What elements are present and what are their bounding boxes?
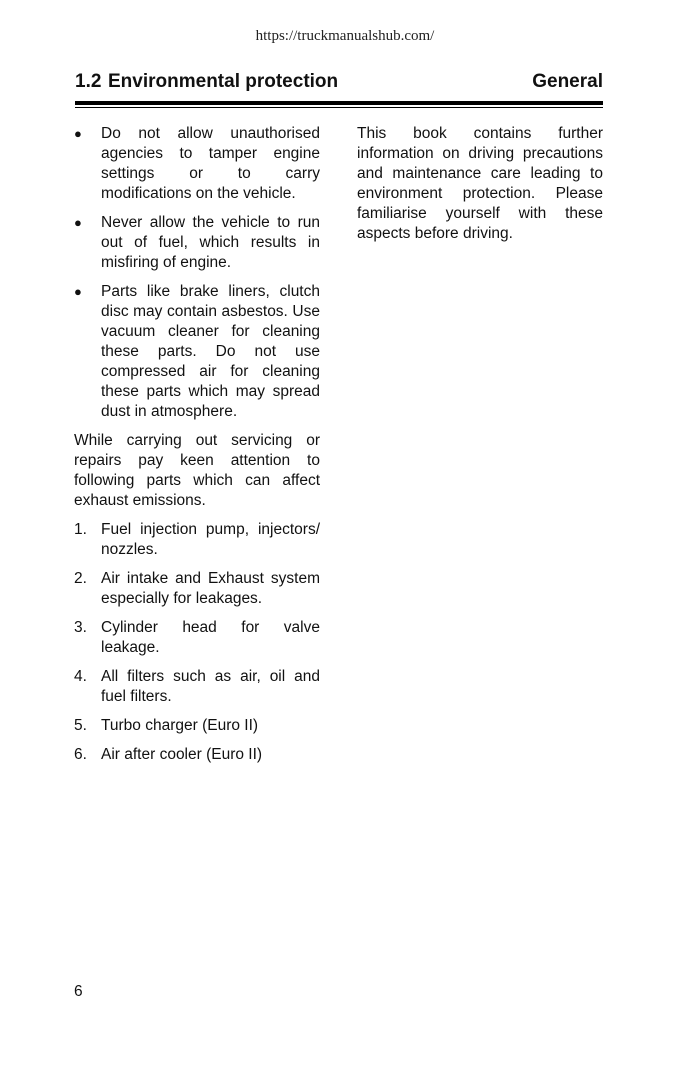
numbered-item xyxy=(74,667,320,707)
item-text: Fuel injection pump, injectors/ nozzles. xyxy=(101,521,320,558)
item-text: Air after cooler (Euro II) xyxy=(101,746,263,763)
bullet-item xyxy=(74,124,320,204)
bullet-icon: ● xyxy=(74,215,82,230)
chapter-title: General xyxy=(532,71,603,92)
item-text: Turbo charger (Euro II) xyxy=(101,717,259,734)
intro-paragraph: While carrying out servicing or repairs pay keen attention to following parts which can affect exhaust emissions. xyxy=(74,432,320,509)
item-text: Cylinder head for valve leakage. xyxy=(101,619,320,656)
item-number: 3. xyxy=(74,619,87,636)
section-number: 1.2 xyxy=(75,71,102,92)
bullet-icon: ● xyxy=(74,284,82,299)
section-title: Environmental protection xyxy=(108,71,339,92)
bullet-item xyxy=(74,282,320,422)
page-number: 6 xyxy=(74,983,83,1000)
item-number: 6. xyxy=(74,746,87,763)
left-column xyxy=(74,124,320,774)
item-number: 5. xyxy=(74,717,87,734)
bullet-icon: ● xyxy=(74,126,82,141)
item-text: All filters such as air, oil and fuel filters. xyxy=(101,668,320,705)
item-number: 4. xyxy=(74,668,87,685)
page-header xyxy=(75,71,603,95)
header-rule-thick xyxy=(75,101,603,105)
numbered-item xyxy=(74,716,320,736)
item-number: 2. xyxy=(74,570,87,587)
bullet-text: Do not allow unauthorised agencies to tamper engine settings or to carry modifications on the vehicle. xyxy=(101,125,320,202)
numbered-item xyxy=(74,569,320,609)
bullet-text: Never allow the vehicle to run out of fuel, which results in misfiring of engine. xyxy=(101,214,320,271)
right-paragraph: This book contains further information on driving precautions and maintenance care leading to environment protection. Please familiarise yourself with these aspects before driving. xyxy=(357,125,603,242)
item-text: Air intake and Exhaust system especially for leakages. xyxy=(101,570,320,607)
source-url: https://truckmanualshub.com/ xyxy=(255,28,435,44)
right-column xyxy=(357,124,603,253)
numbered-item xyxy=(74,520,320,560)
bullet-text: Parts like brake liners, clutch disc may contain asbestos. Use vacuum cleaner for cleaning these parts. Do not use compressed air for cleaning these parts which may spread dust in atmosphere. xyxy=(101,283,320,420)
item-number: 1. xyxy=(74,521,87,538)
header-rule-thin xyxy=(75,107,603,108)
numbered-item xyxy=(74,618,320,658)
numbered-item xyxy=(74,745,320,765)
bullet-item xyxy=(74,213,320,273)
